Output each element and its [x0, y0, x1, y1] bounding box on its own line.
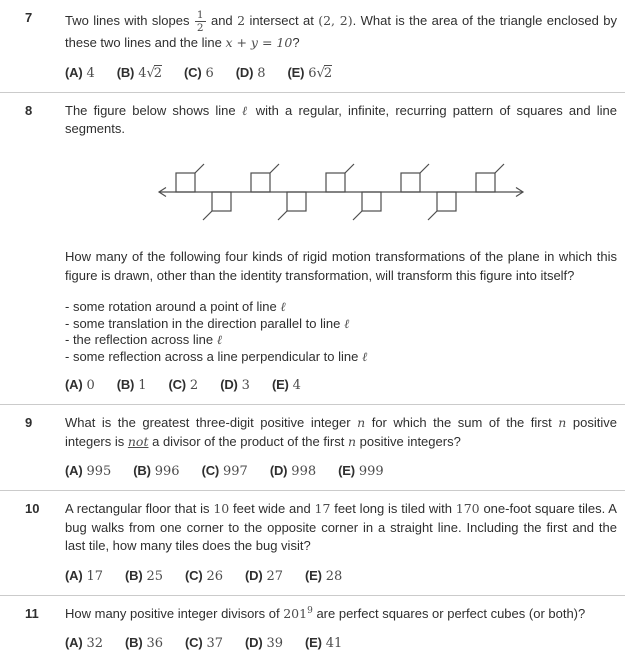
problem-content — [65, 414, 617, 479]
choice-value: 1 — [138, 378, 147, 394]
choice-label: (B) — [133, 463, 151, 479]
question-text-segment: a divisor of the product of the first — [152, 433, 345, 449]
choice-label: (A) — [65, 64, 83, 80]
question-text — [65, 500, 617, 555]
choice-d — [220, 377, 250, 393]
problem-11 — [0, 596, 625, 662]
problem-number: 9 — [25, 415, 33, 431]
choice-b — [125, 568, 163, 584]
choice-label: (D) — [245, 635, 263, 651]
math-number: 10 — [213, 501, 230, 517]
problem-number: 11 — [25, 605, 39, 621]
choice-value: 995 — [86, 464, 112, 480]
choice-a — [65, 568, 103, 584]
choice-value: 996 — [154, 464, 180, 480]
problem-number: 8 — [25, 102, 33, 118]
question-text-segment: intersect at — [249, 13, 314, 28]
list-item: - some rotation around a point of line ℓ — [65, 299, 286, 315]
choice-c — [184, 65, 214, 81]
choice-e — [288, 65, 333, 81]
choice-value: 6 — [205, 65, 214, 81]
choice-label: (A) — [65, 377, 83, 393]
upper-tick — [195, 164, 204, 173]
question-text-segment: The figure below shows line — [65, 102, 236, 118]
choice-value: 36 — [146, 636, 163, 652]
question-text-segment: positive integers is — [65, 415, 617, 449]
list-item: - the reflection across line ℓ — [65, 332, 222, 348]
problem-content — [65, 102, 617, 394]
problem-8 — [0, 93, 625, 405]
choice-e — [338, 463, 384, 479]
question-text — [65, 414, 617, 451]
math-number: 17 — [314, 501, 331, 517]
question-text-segment: and — [210, 13, 233, 28]
upper-square — [176, 173, 195, 192]
choice-value: 37 — [206, 636, 223, 652]
choice-value: 41 — [325, 636, 343, 652]
answer-choices — [65, 65, 617, 81]
upper-square — [476, 173, 495, 192]
line-ell-symbol: ℓ — [343, 315, 350, 331]
radical-icon: √ — [316, 65, 325, 81]
choice-label: (D) — [235, 64, 254, 80]
line-ell-symbol: ℓ — [241, 102, 250, 118]
choice-label: (E) — [338, 463, 355, 479]
choice-a — [65, 377, 95, 393]
choice-e — [305, 568, 342, 584]
variable-n: n — [558, 415, 567, 431]
answer-choices — [65, 463, 617, 479]
upper-tick — [270, 164, 279, 173]
radical-icon: √ — [146, 65, 155, 81]
choice-value: 4√2 — [138, 65, 163, 81]
choice-label: (B) — [116, 64, 135, 80]
list-item: - some translation in the direction parallel to line ℓ — [65, 315, 350, 331]
choice-c — [168, 377, 198, 393]
choice-label: (A) — [65, 567, 83, 583]
problem-number: 7 — [25, 10, 33, 25]
choice-label: (E) — [305, 567, 322, 583]
upper-tick — [420, 164, 429, 173]
choice-label: (B) — [125, 567, 143, 583]
choice-d — [236, 65, 266, 81]
choice-value: 4 — [86, 65, 95, 81]
choice-label: (B) — [116, 377, 135, 393]
lower-square — [437, 192, 456, 211]
choice-value: 0 — [86, 378, 95, 394]
choice-e — [272, 377, 301, 393]
choice-value: 4 — [292, 378, 301, 394]
choice-a — [65, 635, 103, 651]
choice-b — [117, 65, 162, 81]
question-text-segment: feet long is tiled with — [334, 501, 452, 517]
upper-square — [326, 173, 345, 192]
answer-choices — [65, 635, 617, 651]
choice-value: 27 — [266, 568, 283, 584]
fraction-denominator: 2 — [196, 22, 204, 35]
question-text — [65, 605, 617, 623]
figure-container — [65, 152, 617, 232]
math-expression: 2 — [237, 13, 246, 28]
choice-value: 28 — [325, 568, 343, 584]
choice-label: (C) — [168, 377, 186, 393]
upper-square — [401, 173, 420, 192]
question-text-segment: for which the sum of the first — [371, 415, 552, 431]
problem-number: 10 — [25, 501, 40, 517]
choice-label: (E) — [305, 635, 322, 651]
question-text-segment: with a regular, infinite, recurring pattern of squares and line segments. — [65, 102, 617, 137]
choice-label: (C) — [185, 567, 203, 583]
choice-value: 999 — [358, 464, 384, 480]
question-text-segment: positive integers? — [359, 433, 461, 449]
upper-square — [251, 173, 270, 192]
answer-choices — [65, 377, 617, 393]
list-item: - some reflection across a line perpendicular to line ℓ — [65, 348, 368, 364]
choice-value: 8 — [257, 65, 266, 81]
choice-value: 6√2 — [308, 65, 333, 81]
choice-a — [65, 463, 111, 479]
question-text-segment: . What is the area of the triangle enclosed by these two lines and the line — [65, 13, 617, 51]
math-power: $201^9$ — [283, 605, 313, 621]
line-ell-symbol: ℓ — [362, 348, 368, 364]
variable-n: n — [347, 433, 357, 449]
choice-b — [117, 377, 147, 393]
choice-label: (A) — [65, 463, 83, 479]
problem-content — [65, 605, 617, 651]
problem-10 — [0, 491, 625, 594]
choice-value: 26 — [206, 568, 223, 584]
lower-square — [287, 192, 306, 211]
question-text — [65, 102, 617, 139]
problem-7 — [0, 0, 625, 92]
choice-d — [245, 635, 283, 651]
choice-value: 32 — [86, 636, 103, 652]
upper-tick — [345, 164, 354, 173]
choice-value: 2 — [189, 378, 199, 394]
lower-square — [362, 192, 381, 211]
lower-tick — [203, 211, 212, 220]
question-text: How many of the following four kinds of rigid motion transformations of the plane in which this figure is drawn, other than the identity transformation, will transform this figure into itself? — [65, 249, 617, 283]
question-text-segment: ? — [292, 35, 300, 51]
choice-a — [65, 65, 95, 81]
math-number: 170 — [455, 501, 480, 517]
choice-c — [202, 463, 248, 479]
choice-label: (C) — [185, 635, 203, 651]
choice-label: (A) — [65, 635, 83, 651]
choice-value: 998 — [291, 464, 317, 480]
question-text-segment: one-foot square tiles. A bug walks from one corner to the opposite corner in a straight line. Including the first and the last tile, how many tiles does the bug visit? — [65, 501, 617, 554]
answer-choices — [65, 568, 617, 584]
question-text-segment: How many positive integer divisors of — [65, 605, 280, 621]
lower-tick — [428, 211, 437, 220]
choice-e — [305, 635, 342, 651]
choice-label: (C) — [184, 64, 202, 80]
math-expression: x + y = 10 — [225, 35, 293, 51]
choice-value: 997 — [223, 464, 248, 480]
problem-9 — [0, 405, 625, 490]
choice-label: (D) — [245, 567, 263, 583]
question-text-segment: What is the greatest three-digit positive integer — [65, 415, 351, 431]
question-text — [65, 9, 617, 53]
choice-d — [245, 568, 283, 584]
choice-label: (C) — [201, 463, 220, 479]
math-expression: (2, 2) — [318, 13, 353, 28]
lower-tick — [278, 211, 287, 220]
choice-d — [270, 463, 316, 479]
line-ell-symbol: ℓ — [216, 332, 222, 348]
choice-c — [185, 568, 223, 584]
transformation-list — [65, 299, 617, 365]
upper-tick — [495, 164, 504, 173]
choice-label: (E) — [271, 377, 289, 393]
choice-b — [125, 635, 163, 651]
line-ell-symbol: ℓ — [280, 299, 286, 315]
variable-n: n — [357, 415, 366, 431]
question-text-segment: Two lines with slopes — [65, 13, 190, 28]
question-text-segment: A rectangular floor that is — [65, 501, 210, 517]
choice-value: 39 — [266, 636, 283, 652]
problem-content — [65, 9, 617, 81]
exponent: 9 — [307, 605, 313, 616]
problem-content — [65, 500, 617, 583]
fraction-one-half — [195, 9, 206, 34]
choice-label: (E) — [287, 64, 305, 80]
choice-value: 25 — [146, 568, 163, 584]
fraction-numerator: 1 — [196, 9, 204, 21]
choice-c — [185, 635, 223, 651]
choice-label: (B) — [125, 635, 143, 651]
lower-square — [212, 192, 231, 211]
question-text-segment: feet wide and — [233, 501, 311, 517]
choice-value: 17 — [86, 568, 103, 584]
emphasized-not: not — [127, 433, 149, 449]
pattern-figure-svg — [155, 152, 527, 232]
choice-b — [133, 463, 179, 479]
question-text-segment: are perfect squares or perfect cubes (or both)? — [316, 605, 586, 621]
lower-tick — [353, 211, 362, 220]
choice-value: 3 — [241, 378, 250, 394]
choice-label: (D) — [220, 377, 238, 393]
choice-label: (D) — [269, 463, 288, 479]
